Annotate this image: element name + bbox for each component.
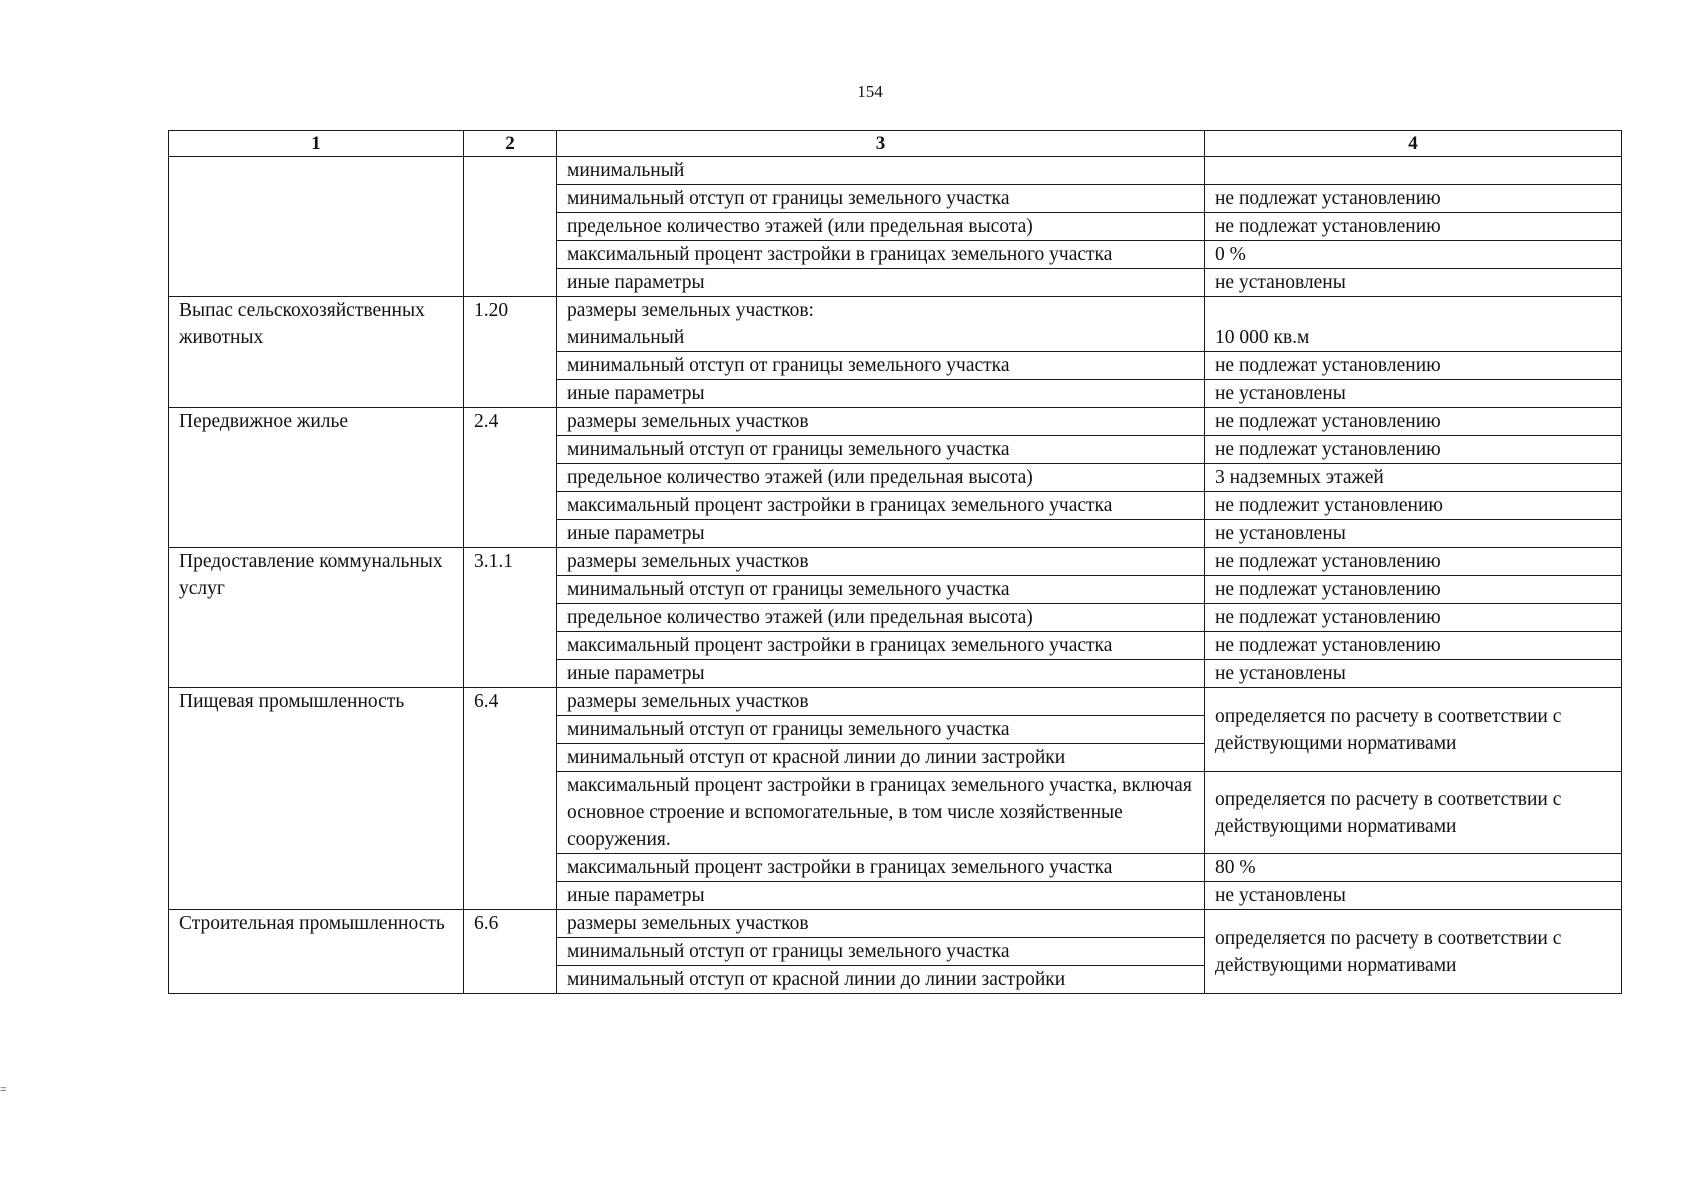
param-cell: иные параметры bbox=[557, 269, 1205, 297]
param-cell: минимальный отступ от границы земельного участка bbox=[557, 436, 1205, 464]
use-code-cell: 6.4 bbox=[464, 688, 557, 910]
param-cell: предельное количество этажей (или предельная высота) bbox=[557, 213, 1205, 241]
header-col-4: 4 bbox=[1205, 131, 1622, 157]
param-cell: размеры земельных участков bbox=[557, 408, 1205, 436]
header-row bbox=[169, 131, 1622, 157]
value-cell: 3 надземных этажей bbox=[1205, 464, 1622, 492]
table-row bbox=[169, 157, 1622, 185]
param-cell: размеры земельных участков bbox=[557, 688, 1205, 716]
param-cell: минимальный отступ от красной линии до линии застройки bbox=[557, 744, 1205, 772]
page-number: 154 bbox=[857, 82, 883, 101]
value-cell: не подлежат установлению bbox=[1205, 548, 1622, 576]
value-cell: 10 000 кв.м bbox=[1205, 297, 1622, 352]
use-code-cell bbox=[464, 157, 557, 297]
value-cell: не подлежит установлению bbox=[1205, 492, 1622, 520]
param-cell: максимальный процент застройки в границах земельного участка bbox=[557, 632, 1205, 660]
param-cell: размеры земельных участков bbox=[557, 910, 1205, 938]
param-cell: предельное количество этажей (или предельная высота) bbox=[557, 604, 1205, 632]
value-cell: не подлежат установлению bbox=[1205, 576, 1622, 604]
value-cell: не подлежат установлению bbox=[1205, 213, 1622, 241]
use-code-cell: 6.6 bbox=[464, 910, 557, 994]
scan-edge-mark: = bbox=[0, 1082, 7, 1096]
header-col-3: 3 bbox=[557, 131, 1205, 157]
param-cell: иные параметры bbox=[557, 380, 1205, 408]
table-body bbox=[169, 157, 1622, 994]
table-row bbox=[169, 297, 1622, 352]
header-col-2: 2 bbox=[464, 131, 557, 157]
table-row bbox=[169, 548, 1622, 576]
use-code-cell: 2.4 bbox=[464, 408, 557, 548]
param-cell: размеры земельных участков bbox=[557, 548, 1205, 576]
param-cell: максимальный процент застройки в границах земельного участка bbox=[557, 241, 1205, 269]
value-cell: не установлены bbox=[1205, 269, 1622, 297]
value-cell: определяется по расчету в соответствии с действующими нормативами bbox=[1205, 910, 1622, 994]
use-name-cell: Пищевая промышленность bbox=[169, 688, 464, 910]
value-cell: 0 % bbox=[1205, 241, 1622, 269]
value-cell: 80 % bbox=[1205, 854, 1622, 882]
param-cell: минимальный отступ от границы земельного участка bbox=[557, 576, 1205, 604]
use-name-cell: Выпас сельскохозяйственных животных bbox=[169, 297, 464, 408]
table-row bbox=[169, 910, 1622, 938]
param-cell: иные параметры bbox=[557, 660, 1205, 688]
use-name-cell: Предоставление коммунальных услуг bbox=[169, 548, 464, 688]
param-cell: иные параметры bbox=[557, 520, 1205, 548]
value-cell: не подлежат установлению bbox=[1205, 185, 1622, 213]
param-cell: минимальный bbox=[557, 157, 1205, 185]
use-name-cell bbox=[169, 157, 464, 297]
value-cell: не подлежат установлению bbox=[1205, 352, 1622, 380]
param-cell: предельное количество этажей (или предельная высота) bbox=[557, 464, 1205, 492]
value-cell: не подлежат установлению bbox=[1205, 436, 1622, 464]
table-row bbox=[169, 688, 1622, 716]
use-code-cell: 1.20 bbox=[464, 297, 557, 408]
table-row bbox=[169, 408, 1622, 436]
value-cell: не установлены bbox=[1205, 660, 1622, 688]
value-cell: не подлежат установлению bbox=[1205, 408, 1622, 436]
param-cell: максимальный процент застройки в границах земельного участка, включая основное строение и вспомогательные, в том числе хозяйственные сооружения. bbox=[557, 772, 1205, 854]
param-cell: иные параметры bbox=[557, 882, 1205, 910]
param-cell: минимальный отступ от границы земельного участка bbox=[557, 185, 1205, 213]
param-cell: максимальный процент застройки в границах земельного участка bbox=[557, 854, 1205, 882]
use-code-cell: 3.1.1 bbox=[464, 548, 557, 688]
value-cell: не подлежат установлению bbox=[1205, 604, 1622, 632]
header-col-1: 1 bbox=[169, 131, 464, 157]
param-cell: минимальный отступ от границы земельного участка bbox=[557, 938, 1205, 966]
regulations-table bbox=[168, 130, 1622, 994]
param-cell: размеры земельных участков: минимальный bbox=[557, 297, 1205, 352]
param-cell: максимальный процент застройки в границах земельного участка bbox=[557, 492, 1205, 520]
table-header bbox=[169, 131, 1622, 157]
value-cell bbox=[1205, 157, 1622, 185]
param-cell: минимальный отступ от границы земельного участка bbox=[557, 352, 1205, 380]
value-cell: не подлежат установлению bbox=[1205, 632, 1622, 660]
value-cell: не установлены bbox=[1205, 520, 1622, 548]
use-name-cell: Строительная промышленность bbox=[169, 910, 464, 994]
param-cell: минимальный отступ от красной линии до линии застройки bbox=[557, 966, 1205, 994]
value-cell: определяется по расчету в соответствии с действующими нормативами bbox=[1205, 772, 1622, 854]
use-name-cell: Передвижное жилье bbox=[169, 408, 464, 548]
value-cell: не установлены bbox=[1205, 380, 1622, 408]
value-cell: определяется по расчету в соответствии с действующими нормативами bbox=[1205, 688, 1622, 772]
value-cell: не установлены bbox=[1205, 882, 1622, 910]
param-cell: минимальный отступ от границы земельного участка bbox=[557, 716, 1205, 744]
